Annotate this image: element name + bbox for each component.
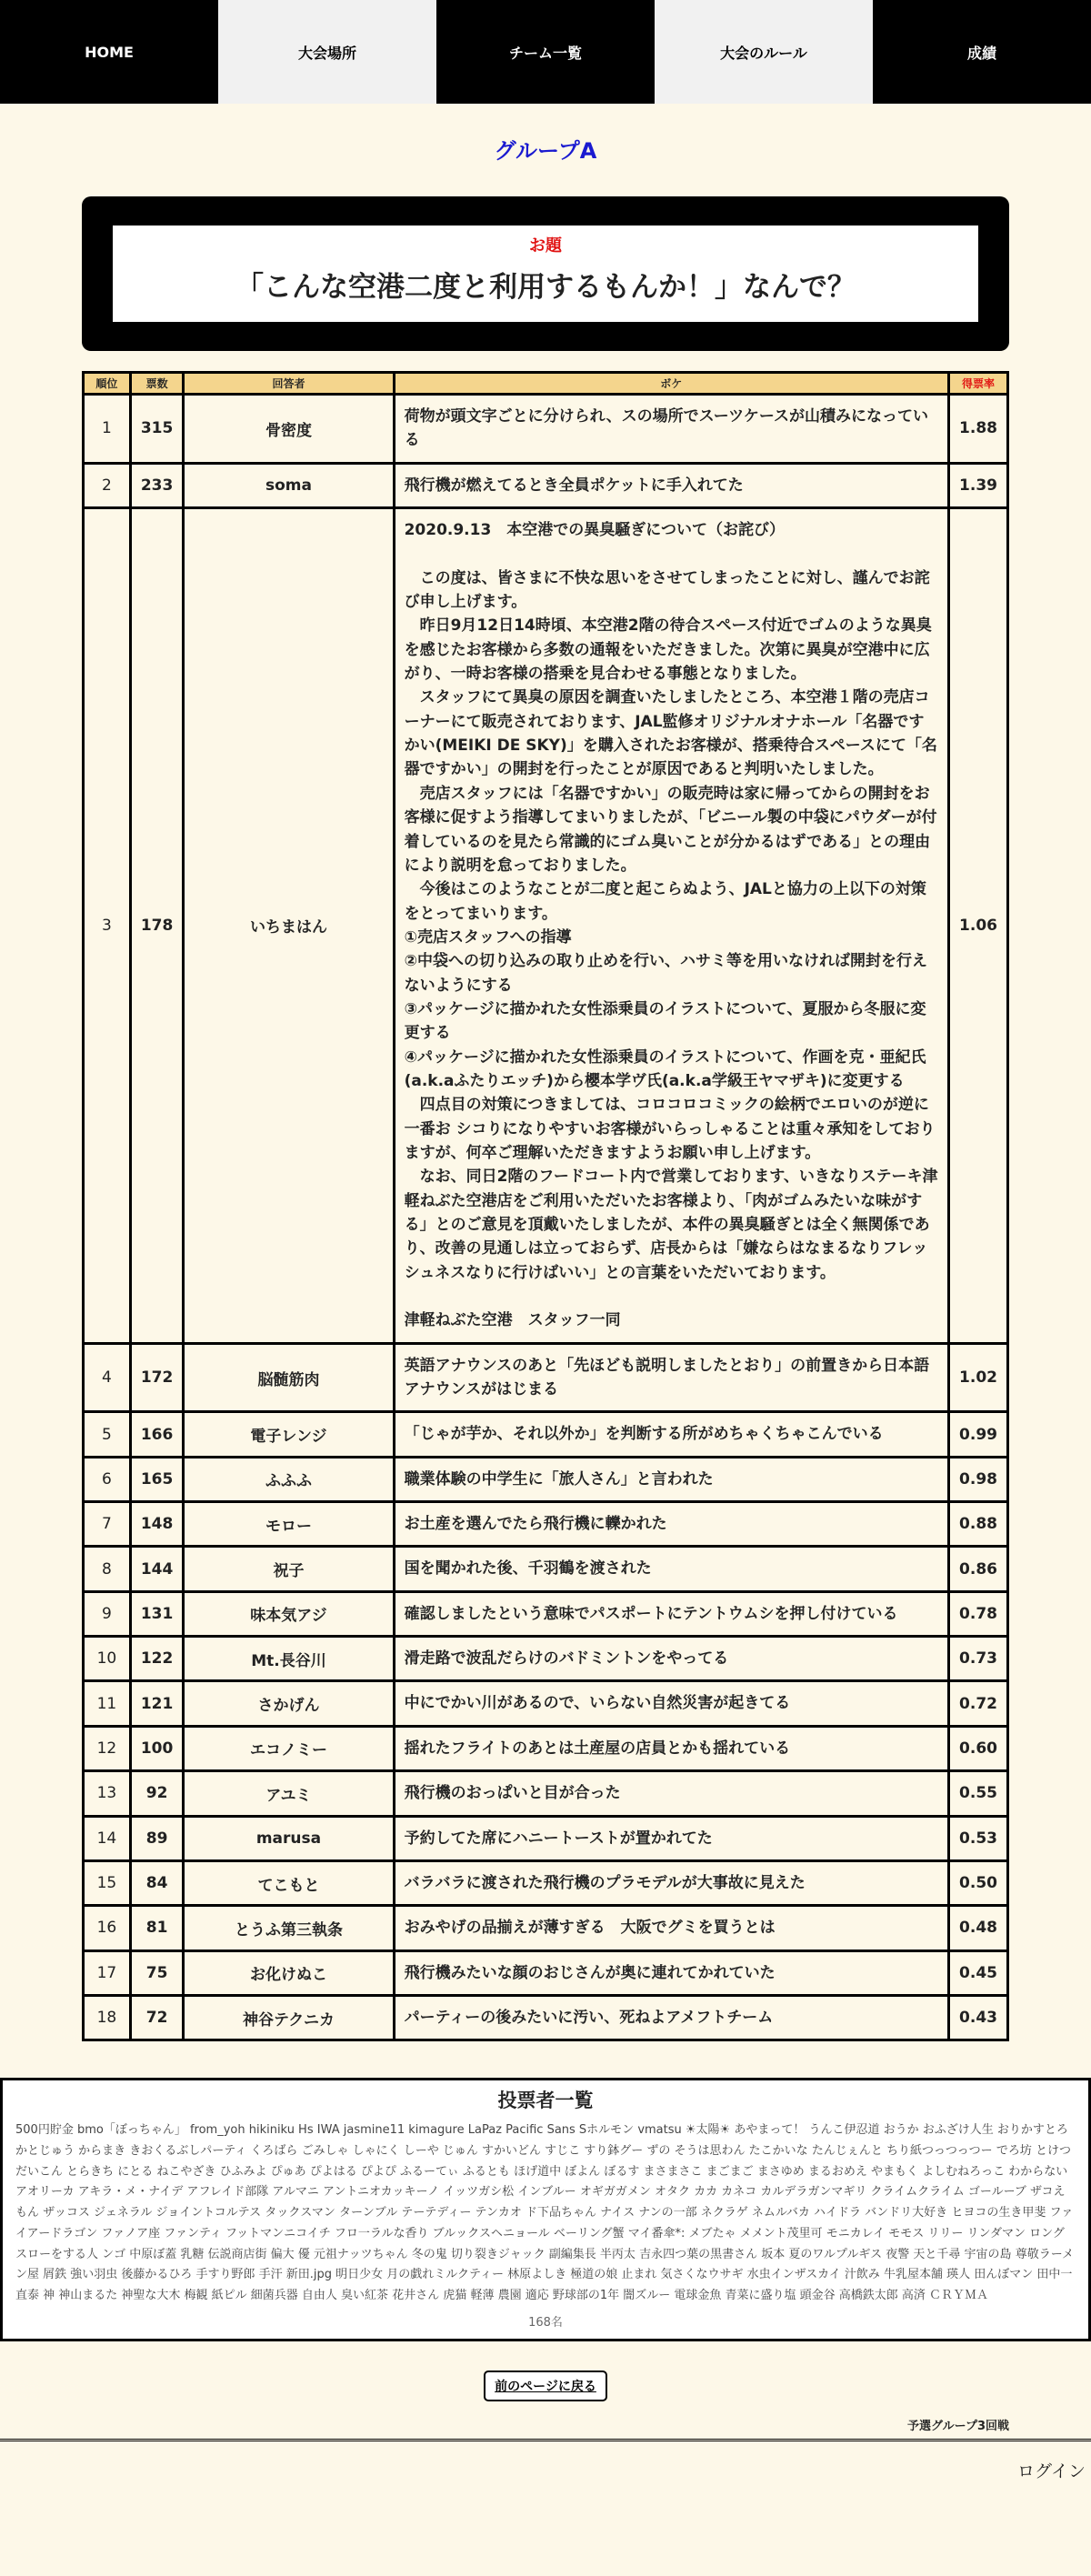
boke-cell: 予約してた席にハニートーストが置かれてた bbox=[394, 1816, 948, 1860]
rank-cell: 8 bbox=[84, 1547, 131, 1591]
votes-cell: 178 bbox=[130, 508, 184, 1344]
table-row bbox=[84, 1816, 1008, 1860]
answerer-cell: 神谷テクニカ bbox=[184, 1995, 394, 2040]
rate-cell: 0.43 bbox=[949, 1995, 1008, 2040]
answerer-cell: いちまはん bbox=[184, 508, 394, 1344]
boke-cell: 「じゃが芋か、それ以外か」を判断する所がめちゃくちゃこんでいる bbox=[394, 1412, 948, 1457]
round-note: 予選グループ3回戦 bbox=[906, 2419, 1009, 2433]
nav-results[interactable]: 成績 bbox=[873, 0, 1091, 104]
rate-cell: 0.53 bbox=[949, 1816, 1008, 1860]
rank-cell: 3 bbox=[84, 508, 131, 1344]
header-boke: ボケ bbox=[394, 373, 948, 395]
rate-cell: 0.45 bbox=[949, 1950, 1008, 1995]
nav-team-list[interactable]: チーム一覧 bbox=[436, 0, 655, 104]
group-title: グループA bbox=[494, 138, 597, 164]
top-nav bbox=[0, 0, 1091, 104]
rank-cell: 12 bbox=[84, 1726, 131, 1770]
table-row bbox=[84, 1412, 1008, 1457]
votes-cell: 165 bbox=[130, 1457, 184, 1501]
rank-cell: 11 bbox=[84, 1681, 131, 1726]
answerer-cell: モロー bbox=[184, 1502, 394, 1547]
rank-cell: 5 bbox=[84, 1412, 131, 1457]
table-row bbox=[84, 1726, 1008, 1770]
table-row bbox=[84, 1681, 1008, 1726]
table-row bbox=[84, 1547, 1008, 1591]
odai-panel bbox=[82, 196, 1009, 351]
odai-inner bbox=[113, 226, 978, 322]
table-row bbox=[84, 508, 1008, 1344]
table-row bbox=[84, 1906, 1008, 1950]
back-button[interactable]: 前のページに戻る bbox=[484, 2371, 607, 2401]
answerer-cell: さかげん bbox=[184, 1681, 394, 1726]
boke-cell: 英語アナウンスのあと「先ほども説明しましたとおり」の前置きから日本語アナウンスがはじまる bbox=[394, 1343, 948, 1412]
rate-cell: 0.78 bbox=[949, 1591, 1008, 1636]
answerer-cell: 祝子 bbox=[184, 1547, 394, 1591]
table-row bbox=[84, 1771, 1008, 1816]
table-row bbox=[84, 1457, 1008, 1501]
rate-cell: 1.02 bbox=[949, 1343, 1008, 1412]
answerer-cell: アユミ bbox=[184, 1771, 394, 1816]
answerer-cell: エコノミー bbox=[184, 1726, 394, 1770]
rate-cell: 0.98 bbox=[949, 1457, 1008, 1501]
table-row bbox=[84, 1860, 1008, 1905]
rate-cell: 0.48 bbox=[949, 1906, 1008, 1950]
boke-cell: 荷物が頭文字ごとに分けられ、スの場所でスーツケースが山積みになっている bbox=[394, 395, 948, 464]
rank-cell: 16 bbox=[84, 1906, 131, 1950]
voters-list: 500円貯金 bmo「ぼっちゃん」 from_yoh hikiniku Hs IWA jasmine11 kimagure LaPaz Pacific Sans Sホルモン vmatsu ☀太陽☀ あやまって！ うんこ伊忍道 おうか おふざけ人生 おりかすとろ かとじゅう からまき きおくるぶしパーティ くろばら ごみしゃ しゃにく しーや じゅん すかいどん すじこ すり鉢グー ずの そうは思わん たこかいな たんじぇんと ちり紙つっつっつー でろ坊 とけつだいこん とらきち にとる ねこやざき ひふみよ ぴゅあ ぴよはる ぴよぴ ふるーてぃ ふるとも ほげ道中 ぼよん ぼるす まさまさこ まごまご まさゆめ まるおめえ やまもく よしむねろっこ わからない アオリーカ アキラ・メ・ナイデ アフレイド部隊 アルマニ アントニオカッキーノ イッツガシ松 インブルー オギガガメン オタク カカ カネコ カルデラガンマギリ クライムクライム ゴールーブ ザコえもん ザッコス ジェネラル ジョイントコルテス タックスマン ターンブル テーテディー テンカオ ド下品ちゃん ナイス ナンの一部 ネクラゲ ネムルバカ ハイドラ バンドリ大好き ヒヨコの生き甲斐 ファイアードラゴン ファノア座 ファンティ フットマンニコイチ フロ一ラルな香り ブルックスヘニョール ベーリング蟹 マイ番傘*: メブたゃ メメント茂里可 モニカレイ モモス リリー リンダマン ロングスローをする人 ンゴ 中原ぼ蓋 乳糖 伝説商店街 偏大 優 元祖ナッツちゃん 冬の鬼 切り裂きジャック 副編集長 半丙太 吉永四つ葉の黒書さん 坂本 夏のワルプルギス 夜警 天と千尋 宇宙の島 尊敬ラーメン屋 屑鉄 強い羽虫 後藤かるひろ 手すり野郎 手汗 新田.jpg 明日少女 月の戯れミルクティー 林原よしき 極道の娘 止まれ 気さくなウサギ 水虫インザスカイ 汁飲み 牛乳屋本舗 瑛人 田んぼマン 田中一直泰 神 神山まるた 神聖な大木 梅観 紙ピル 細菌兵器 自由人 臭い紅茶 花井さん 虎猫 軽薄 農園 適応 野球部の1年 闇ズルー 電球金魚 青菜に盛り塩 頭金谷 高橋鉄太郎 高済 ＣＲＹＭＡ bbox=[15, 2123, 1075, 2303]
table-row bbox=[84, 1502, 1008, 1547]
votes-cell: 89 bbox=[130, 1816, 184, 1860]
answerer-cell: Mt.長谷川 bbox=[184, 1637, 394, 1681]
boke-cell: 飛行機みたいな顔のおじさんが奥に連れてかれていた bbox=[394, 1950, 948, 1995]
rate-cell: 1.39 bbox=[949, 463, 1008, 507]
odai-label: お題 bbox=[529, 236, 562, 256]
rank-cell: 18 bbox=[84, 1995, 131, 2040]
rank-cell: 17 bbox=[84, 1950, 131, 1995]
rank-cell: 7 bbox=[84, 1502, 131, 1547]
back-wrap bbox=[0, 2371, 1091, 2401]
boke-cell: 確認しましたという意味でパスポートにテントウムシを押し付けている bbox=[394, 1591, 948, 1636]
nav-home[interactable]: HOME bbox=[0, 0, 218, 104]
rate-cell: 1.88 bbox=[949, 395, 1008, 464]
answerer-cell: とうふ第三執条 bbox=[184, 1906, 394, 1950]
table-row bbox=[84, 395, 1008, 464]
nav-venue[interactable]: 大会場所 bbox=[218, 0, 436, 104]
votes-cell: 84 bbox=[130, 1860, 184, 1905]
votes-cell: 100 bbox=[130, 1726, 184, 1770]
answerer-cell: 電子レンジ bbox=[184, 1412, 394, 1457]
rank-cell: 4 bbox=[84, 1343, 131, 1412]
voters-title: 投票者一覧 bbox=[497, 2090, 594, 2112]
answerer-cell: marusa bbox=[184, 1816, 394, 1860]
boke-cell: 国を聞かれた後、千羽鶴を渡された bbox=[394, 1547, 948, 1591]
rate-cell: 0.88 bbox=[949, 1502, 1008, 1547]
rate-cell: 0.60 bbox=[949, 1726, 1008, 1770]
answerer-cell: ふふふ bbox=[184, 1457, 394, 1501]
rank-cell: 13 bbox=[84, 1771, 131, 1816]
rank-cell: 9 bbox=[84, 1591, 131, 1636]
answerer-cell: お化けぬこ bbox=[184, 1950, 394, 1995]
header-rate: 得票率 bbox=[949, 373, 1008, 395]
rate-cell: 0.55 bbox=[949, 1771, 1008, 1816]
boke-cell: お土産を選んでたら飛行機に轢かれた bbox=[394, 1502, 948, 1547]
answerer-cell: soma bbox=[184, 463, 394, 507]
rate-cell: 1.06 bbox=[949, 508, 1008, 1344]
votes-cell: 315 bbox=[130, 395, 184, 464]
boke-cell: バラバラに渡された飛行機のプラモデルが大事故に見えた bbox=[394, 1860, 948, 1905]
results-table bbox=[82, 371, 1009, 2041]
rate-cell: 0.99 bbox=[949, 1412, 1008, 1457]
voters-count: 168名 bbox=[528, 2315, 563, 2330]
votes-cell: 131 bbox=[130, 1591, 184, 1636]
rank-cell: 14 bbox=[84, 1816, 131, 1860]
votes-cell: 172 bbox=[130, 1343, 184, 1412]
table-row bbox=[84, 1591, 1008, 1636]
votes-cell: 148 bbox=[130, 1502, 184, 1547]
rank-cell: 10 bbox=[84, 1637, 131, 1681]
votes-cell: 144 bbox=[130, 1547, 184, 1591]
boke-cell: 職業体験の中学生に「旅人さん」と言われた bbox=[394, 1457, 948, 1501]
login-link[interactable]: ログイン bbox=[1016, 2461, 1086, 2481]
voters-panel bbox=[0, 2078, 1091, 2341]
votes-cell: 121 bbox=[130, 1681, 184, 1726]
votes-cell: 92 bbox=[130, 1771, 184, 1816]
table-row bbox=[84, 1950, 1008, 1995]
header-rank: 順位 bbox=[84, 373, 131, 395]
table-row bbox=[84, 1343, 1008, 1412]
answerer-cell: 味本気アジ bbox=[184, 1591, 394, 1636]
answerer-cell: てこもと bbox=[184, 1860, 394, 1905]
table-row bbox=[84, 1637, 1008, 1681]
answerer-cell: 骨密度 bbox=[184, 395, 394, 464]
rate-cell: 0.86 bbox=[949, 1547, 1008, 1591]
boke-cell: おみやげの品揃えが薄すぎる 大阪でグミを買うとは bbox=[394, 1906, 948, 1950]
boke-cell: パーティーの後みたいに汚い、死ねよアメフトチーム bbox=[394, 1995, 948, 2040]
rank-cell: 6 bbox=[84, 1457, 131, 1501]
table-header-row bbox=[84, 373, 1008, 395]
rank-cell: 15 bbox=[84, 1860, 131, 1905]
header-votes: 票数 bbox=[130, 373, 184, 395]
header-name: 回答者 bbox=[184, 373, 394, 395]
odai-text: 「こんな空港二度と利用するもんか！」なんで？ bbox=[235, 271, 856, 304]
votes-cell: 72 bbox=[130, 1995, 184, 2040]
rank-cell: 2 bbox=[84, 463, 131, 507]
boke-cell: 2020.9.13 本空港での異臭騒ぎについて（お詫び） この度は、皆さまに不快な思いをさせてしまったことに対し、謹んでお詫び申し上げます。 昨日9月12日14時頃、本空港2階の待合スペース付近でゴムのような異臭を感じたお客様から多数の通報をいただきました。次第に異臭が空港中に広がり、一時お客様の搭乗を見合わせる事態となりました。 スタッフにて異臭の原因を調査いたしましたところ、本空港１階の売店コーナーにて販売されております、JAL監修オリジナルオナホール「名器ですかい(MEIKI DE SKY)」を購入されたお客様が、搭乗待合スペースにて「名器ですかい」の開封を行ったことが原因であると判明いたしました。 売店スタッフには「名器ですかい」の販売時は家に帰ってからの開封をお客様に促すよう指導してまいりましたが、「ビニール製の中袋にパウダーが付着しているのを見たら常識的にゴム臭いことが分かるはずである」との理由により説明を怠っておりました。 今後はこのようなことが二度と起こらぬよう、JALと協力の上以下の対策をとってまいります。 ①売店スタッフへの指導 ②中袋への切り込みの取り止めを行い、ハサミ等を用いなければ開封を行えないようにする ③パッケージに描かれた女性添乗員のイラストについて、夏服から冬服に変更する ④パッケージに描かれた女性添乗員のイラストについて、作画を克・亜紀氏(a.k.aふたりエッチ)から櫻本学ヴ氏(a.k.a学級王ヤマザキ)に変更する 四点目の対策につきましては、コロコロコミックの絵柄でエロいのが逆に一番お シコりになりやすいお客様がいらっしゃることは重々承知をしておりますが、何卒ご理解いただきますようお願い申し上げます。 なお、同日2階のフードコート内で営業しております、いきなりステーキ津軽ねぶた空港店をご利用いただいたお客様より、「肉がゴムみたいな味がする」とのご意見を頂戴いたしましたが、本件の異臭騒ぎとは全く無関係であり、改善の見通しは立っておらず、店長からは「嫌ならはなまるなりフレッシュネスなりに行けばいい」との言葉をいただいております。 津軽ねぶた空港 スタッフ一同 bbox=[394, 508, 948, 1344]
boke-cell: 中にでかい川があるので、いらない自然災害が起きてる bbox=[394, 1681, 948, 1726]
results-body bbox=[84, 395, 1008, 2040]
rate-cell: 0.50 bbox=[949, 1860, 1008, 1905]
votes-cell: 166 bbox=[130, 1412, 184, 1457]
votes-cell: 81 bbox=[130, 1906, 184, 1950]
rank-cell: 1 bbox=[84, 395, 131, 464]
answerer-cell: 脳髄筋肉 bbox=[184, 1343, 394, 1412]
votes-cell: 233 bbox=[130, 463, 184, 507]
boke-cell: 揺れたフライトのあとは土産屋の店員とかも揺れている bbox=[394, 1726, 948, 1770]
votes-cell: 122 bbox=[130, 1637, 184, 1681]
boke-cell: 飛行機のおっぱいと目が合った bbox=[394, 1771, 948, 1816]
nav-rules[interactable]: 大会のルール bbox=[655, 0, 873, 104]
rate-cell: 0.73 bbox=[949, 1637, 1008, 1681]
rate-cell: 0.72 bbox=[949, 1681, 1008, 1726]
boke-cell: 滑走路で波乱だらけのバドミントンをやってる bbox=[394, 1637, 948, 1681]
votes-cell: 75 bbox=[130, 1950, 184, 1995]
boke-cell: 飛行機が燃えてるとき全員ポケットに手入れてた bbox=[394, 463, 948, 507]
table-row bbox=[84, 1995, 1008, 2040]
table-row bbox=[84, 463, 1008, 507]
